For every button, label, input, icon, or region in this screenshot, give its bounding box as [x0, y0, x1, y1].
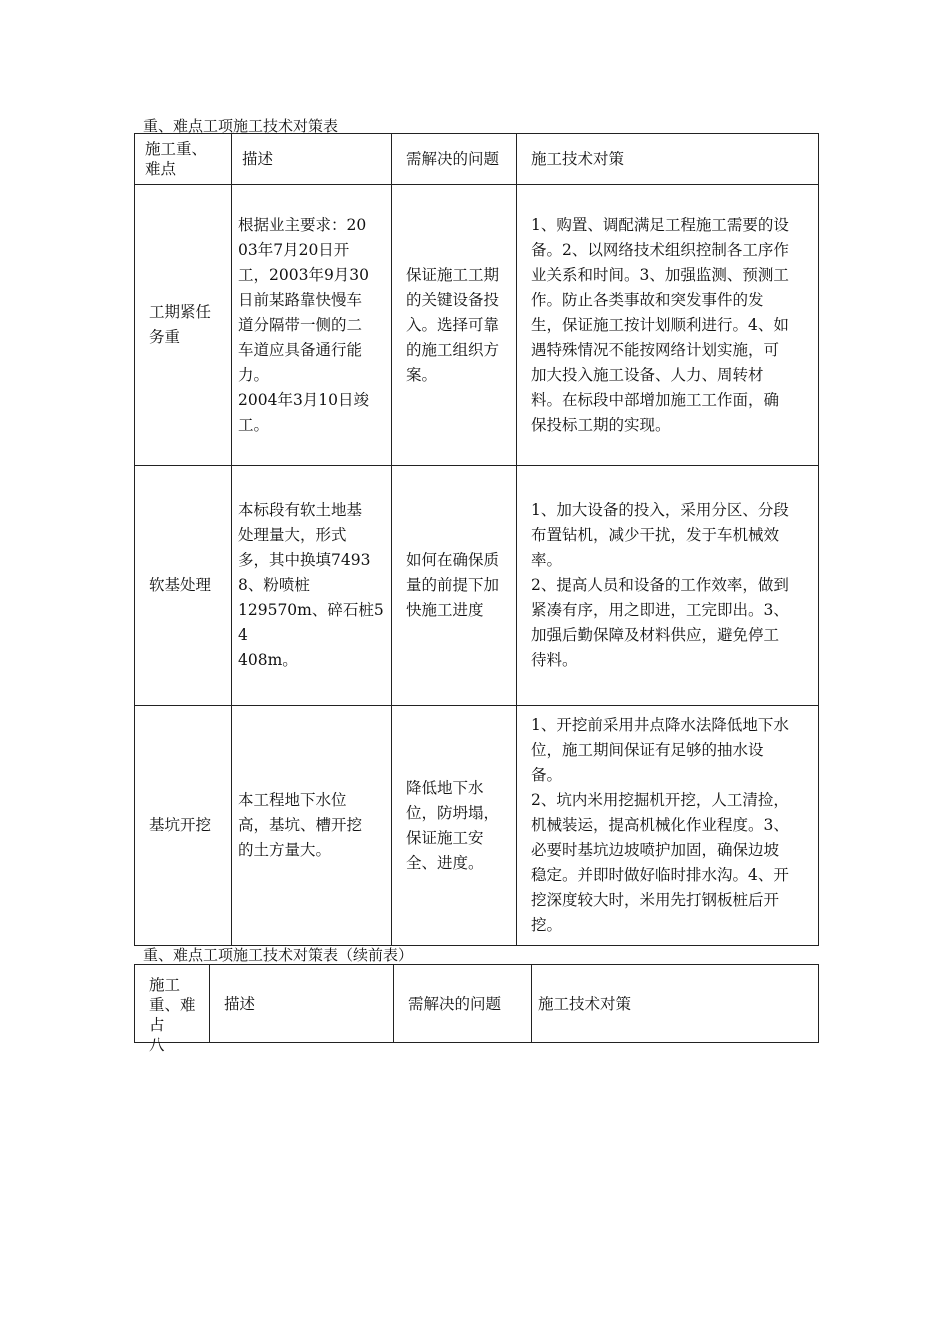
- row-problem: 降低地下水 位，防坍塌， 保证施工安 全、进度。: [392, 706, 517, 946]
- row-item: 工期紧任 务重: [135, 185, 232, 466]
- row-measures: 1、开挖前采用井点降水法降低地下水 位，施工期间保证有足够的抽水设 备。 2、坑内米用挖掘机开挖，人工清捡， 机械装运，提高机械化作业程度。3、 必要时基坑边坡喷护加固，确保边坡 稳定。并即时做好临时排水沟。4、开 挖深度较大时，米用先打钢板桩后开 挖。: [517, 706, 819, 946]
- row-description: 本工程地下水位 高，基坑、槽开挖 的土方量大。: [232, 706, 392, 946]
- table-caption: 重、难点工项施工技术对策表: [143, 117, 339, 135]
- header-description: 描述: [210, 965, 394, 1043]
- table-row: [135, 706, 819, 946]
- header-item: 施工 重、难 占 八: [135, 965, 210, 1043]
- continued-table: [134, 964, 819, 1054]
- row-description: 本标段有软土地基 处理量大，形式 多，其中换填7493 8、粉喷桩 129570m、碎石桩54 408m。: [232, 466, 392, 706]
- header-measures: 施工技术对策: [532, 965, 819, 1043]
- header-problem: 需解决的问题: [392, 134, 517, 185]
- table-row: [135, 466, 819, 706]
- header-description: 描述: [232, 134, 392, 185]
- header-item: 施工重、 难点: [135, 134, 232, 185]
- row-problem: 如何在确保质 量的前提下加 快施工进度: [392, 466, 517, 706]
- row-measures: 1、加大设备的投入，采用分区、分段 布置钻机，减少干扰，发于车机械效 率。 2、提高人员和设备的工作效率，做到 紧凑有序，用之即进，工完即出。3、 加强后勤保障及材料供应，避免停工 待料。: [517, 466, 819, 706]
- header-problem: 需解决的问题: [394, 965, 532, 1043]
- table-row: [135, 185, 819, 466]
- table-header-row: [135, 134, 819, 185]
- row-description: 根据业主要求：20 03年7月20日开 工，2003年9月30 日前某路靠快慢车 道分隔带一侧的二 车道应具备通行能 力。 2004年3月10日竣 工。: [232, 185, 392, 466]
- row-item: 基坑开挖: [135, 706, 232, 946]
- row-item: 软基处理: [135, 466, 232, 706]
- continued-table-caption: 重、难点工项施工技术对策表（续前表）: [143, 946, 414, 964]
- table-header-row: [135, 965, 819, 1043]
- countermeasure-table: [134, 133, 819, 946]
- row-measures: 1、购置、调配满足工程施工需要的设 备。2、以网络技术组织控制各工序作 业关系和时间。3、加强监测、预测工 作。防止各类事故和突发事件的发 生，保证施工按计划顺利进行。4、如 遇特殊情况不能按网络计划实施，可 加大投入施工设备、人力、周转材 料。在标段中部增加施工工作面，确 保投标工期的实现。: [517, 185, 819, 466]
- header-measures: 施工技术对策: [517, 134, 819, 185]
- row-problem: 保证施工工期 的关键设备投 入。选择可靠 的施工组织方 案。: [392, 185, 517, 466]
